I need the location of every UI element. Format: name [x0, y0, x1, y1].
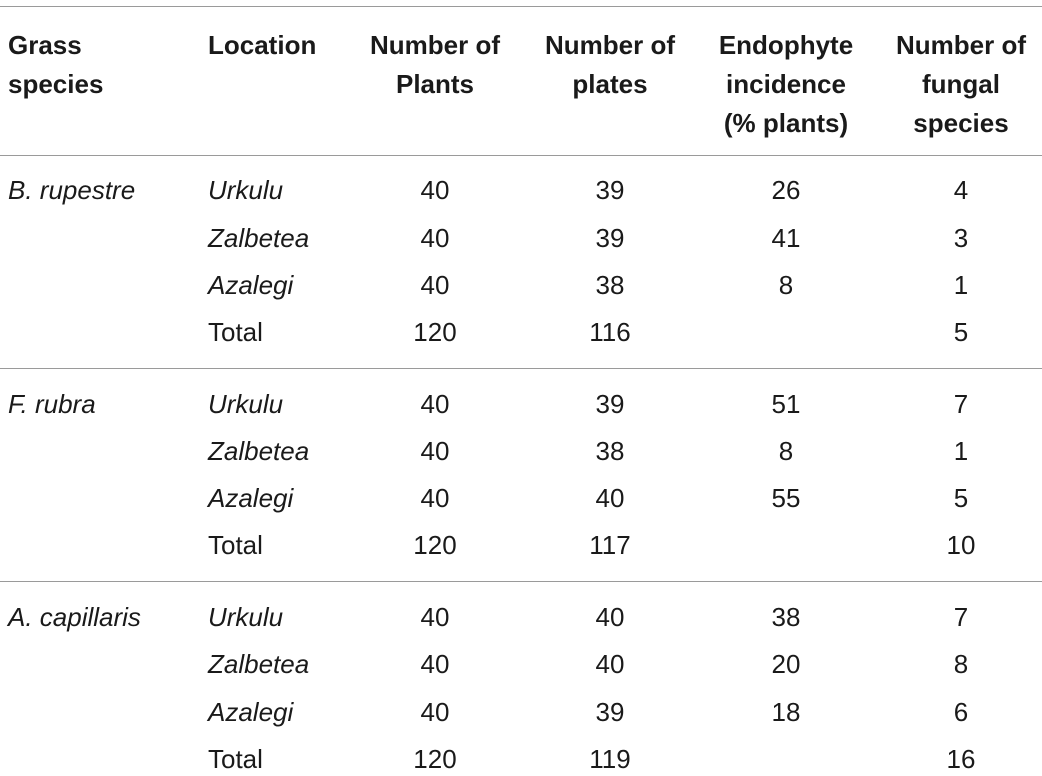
fungal-cell: 3: [953, 223, 969, 253]
plates-cell: 39: [595, 223, 625, 253]
plants-cell: 120: [413, 530, 457, 560]
plates-cell: 40: [595, 649, 625, 679]
location-cell: Zalbetea: [208, 436, 310, 466]
incidence-cell: 38: [771, 602, 801, 632]
fungal-cell: 8: [953, 649, 969, 679]
plates-cell: 117: [589, 530, 631, 560]
plates-cell: 38: [595, 436, 625, 466]
header-location: [208, 26, 316, 65]
group-rule: [0, 581, 1042, 582]
fungal-cell: 7: [953, 389, 969, 419]
plates-cell: 119: [589, 744, 631, 774]
plates-cell: 39: [595, 697, 625, 727]
plants-cell: 40: [420, 649, 450, 679]
incidence-cell: 18: [771, 697, 801, 727]
header-number-of-fungal-species: [880, 26, 1042, 143]
top-rule: [0, 6, 1042, 7]
header-text: fungal: [922, 69, 1000, 99]
header-text: plates: [572, 69, 648, 99]
fungal-cell: 1: [953, 270, 969, 300]
incidence-cell: 26: [771, 175, 801, 205]
header-text: Endophyte: [718, 30, 854, 60]
incidence-cell: 55: [771, 483, 801, 513]
location-cell: Azalegi: [208, 270, 294, 300]
header-text: species: [913, 108, 1009, 138]
header-number-of-plates: [530, 26, 690, 104]
location-cell: Zalbetea: [208, 649, 310, 679]
fungal-cell: 6: [953, 697, 969, 727]
fungal-cell: 5: [953, 317, 969, 347]
header-text: Location: [208, 30, 317, 60]
plates-cell: 39: [595, 175, 625, 205]
plants-cell: 40: [420, 389, 450, 419]
plants-cell: 40: [420, 223, 450, 253]
plates-cell: 40: [595, 483, 625, 513]
incidence-cell: 8: [778, 436, 794, 466]
fungal-cell: 1: [953, 436, 969, 466]
fungal-cell: 5: [953, 483, 969, 513]
header-text: Number of: [545, 30, 675, 60]
incidence-cell: 20: [771, 649, 801, 679]
plants-cell: 40: [420, 697, 450, 727]
incidence-cell: 8: [778, 270, 794, 300]
header-text: Plants: [395, 69, 475, 99]
location-cell: Azalegi: [208, 697, 294, 727]
header-text: Grass: [8, 30, 82, 60]
plates-cell: 116: [589, 317, 631, 347]
species-name: F. rubra: [8, 389, 96, 419]
plates-cell: 38: [595, 270, 625, 300]
fungal-cell: 10: [946, 530, 976, 560]
plants-cell: 40: [420, 483, 450, 513]
location-cell: Urkulu: [208, 175, 284, 205]
location-cell: Urkulu: [208, 602, 284, 632]
plants-cell: 120: [413, 317, 457, 347]
header-rule: [0, 155, 1042, 156]
fungal-cell: 7: [953, 602, 969, 632]
plants-cell: 40: [420, 602, 450, 632]
location-cell: Zalbetea: [208, 223, 310, 253]
plates-cell: 39: [595, 389, 625, 419]
header-text: species: [8, 69, 104, 99]
location-total: Total: [208, 530, 263, 560]
plates-cell: 40: [595, 602, 625, 632]
header-text: (% plants): [723, 108, 849, 138]
plants-cell: 40: [420, 436, 450, 466]
incidence-cell: 41: [771, 223, 801, 253]
group-rule: [0, 368, 1042, 369]
location-cell: Azalegi: [208, 483, 294, 513]
location-total: Total: [208, 744, 263, 774]
header-text: incidence: [726, 69, 846, 99]
header-text: Number of: [370, 30, 500, 60]
header-number-of-plants: [355, 26, 515, 104]
plants-cell: 40: [420, 175, 450, 205]
species-name: A. capillaris: [8, 602, 141, 632]
plants-cell: 40: [420, 270, 450, 300]
location-cell: Urkulu: [208, 389, 284, 419]
incidence-cell: 51: [771, 389, 801, 419]
fungal-cell: 16: [946, 744, 976, 774]
location-total: Total: [208, 317, 263, 347]
header-grass-species: [8, 26, 103, 104]
fungal-cell: 4: [953, 175, 969, 205]
species-name: B. rupestre: [8, 175, 136, 205]
plants-cell: 120: [413, 744, 457, 774]
header-endophyte-incidence: [700, 26, 872, 143]
header-text: Number of: [896, 30, 1026, 60]
